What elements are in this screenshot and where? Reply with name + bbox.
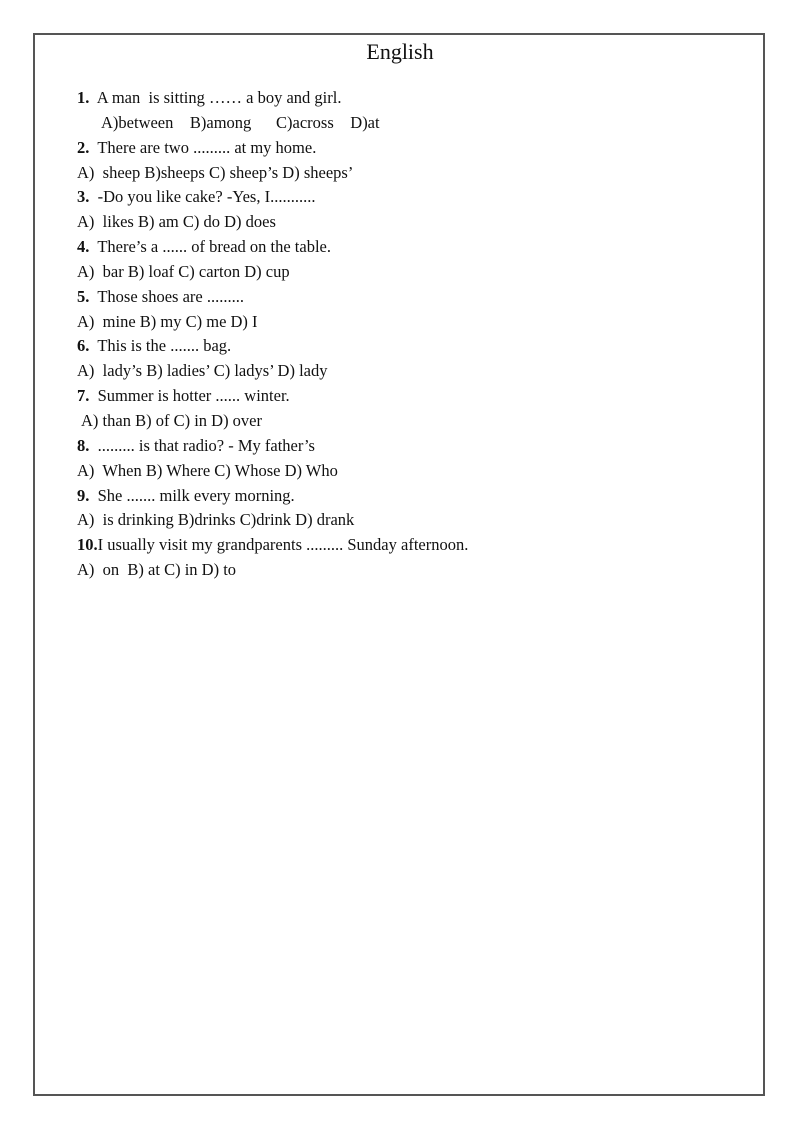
- question-number: 3.: [77, 187, 90, 207]
- question-text: Summer is hotter ...... winter.: [89, 386, 290, 406]
- question-2-options: A) sheep B)sheeps C) sheep’s D) sheeps’: [77, 162, 354, 182]
- question-4: [77, 235, 757, 260]
- question-list: [77, 86, 757, 583]
- question-number: 4.: [77, 237, 90, 257]
- question-6: [77, 334, 757, 359]
- question-10: [77, 533, 757, 558]
- question-10-options: A) on B) at C) in D) to: [77, 560, 237, 580]
- question-number: 8.: [77, 435, 90, 455]
- question-text: This is the ....... bag.: [89, 336, 232, 356]
- question-8: [77, 434, 757, 459]
- question-text: -Do you like cake? -Yes, I...........: [89, 187, 316, 207]
- question-number: 6.: [77, 336, 90, 356]
- question-7: [77, 384, 757, 409]
- question-text: ......... is that radio? - My father’s: [89, 435, 315, 455]
- question-number: 2.: [77, 137, 90, 157]
- question-3: [77, 185, 757, 210]
- question-number: 10.: [77, 535, 98, 555]
- question-2: [77, 136, 757, 161]
- question-6-options: A) lady’s B) ladies’ C) ladys’ D) lady: [77, 361, 328, 381]
- question-number: 7.: [77, 386, 90, 406]
- question-7-options: A) than B) of C) in D) over: [81, 410, 263, 430]
- question-text: A man is sitting …… a boy and girl.: [89, 88, 342, 107]
- question-text: I usually visit my grandparents ......... Sunday afternoon.: [97, 535, 469, 555]
- question-number: 9.: [77, 485, 90, 505]
- question-9: [77, 484, 757, 509]
- question-9-options: A) is drinking B)drinks C)drink D) drank: [77, 510, 355, 530]
- question-4-options: A) bar B) loaf C) carton D) cup: [77, 261, 290, 281]
- page-title: English: [366, 39, 434, 64]
- question-5: [77, 285, 757, 310]
- question-number: 5.: [77, 286, 90, 306]
- question-text: Those shoes are .........: [89, 286, 244, 306]
- question-text: There’s a ...... of bread on the table.: [89, 237, 331, 257]
- question-5-options: A) mine B) my C) me D) I: [77, 311, 258, 331]
- question-number: 1.: [77, 88, 90, 107]
- question-1: [77, 86, 757, 111]
- question-text: There are two ......... at my home.: [89, 137, 317, 157]
- question-8-options: A) When B) Where C) Whose D) Who: [77, 460, 338, 480]
- question-1-options: A)between B)among C)across D)at: [101, 112, 380, 132]
- question-text: She ....... milk every morning.: [89, 485, 295, 505]
- question-3-options: A) likes B) am C) do D) does: [77, 212, 276, 232]
